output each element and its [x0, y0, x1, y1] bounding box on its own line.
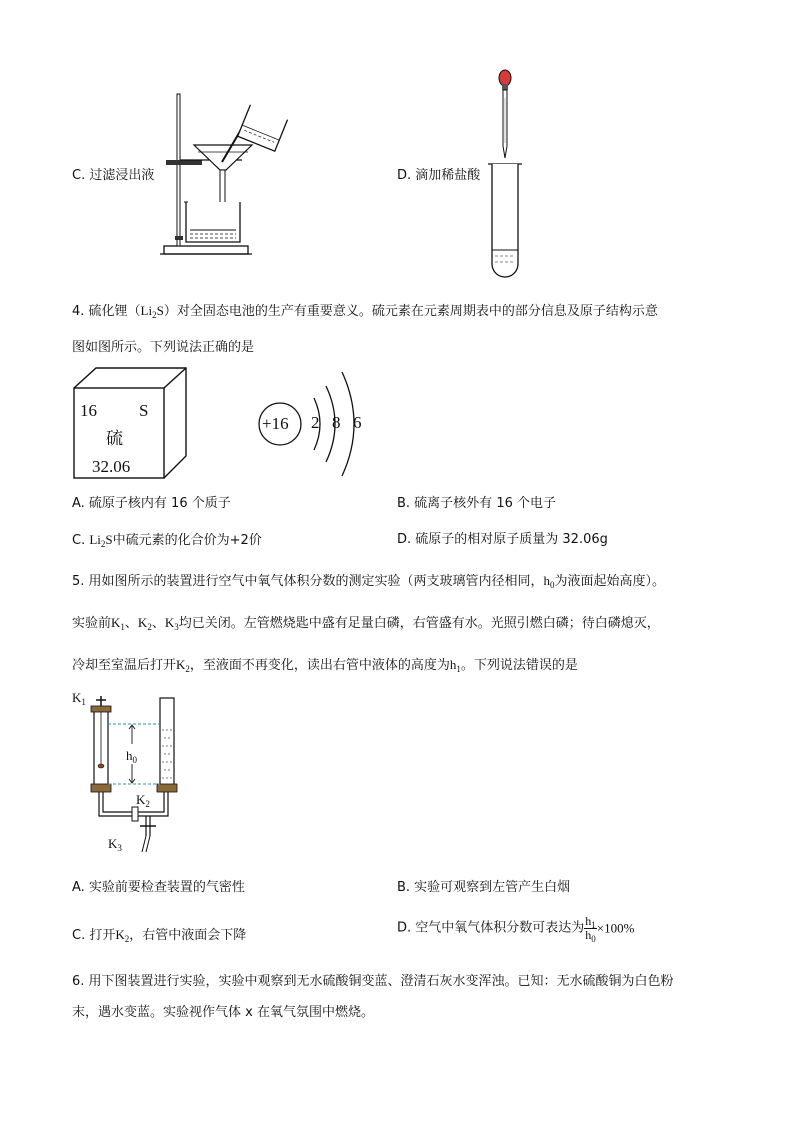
q3-option-d: D. 滴加稀盐酸	[397, 168, 481, 183]
q5-option-a: A. 实验前要检查装置的气密性	[72, 880, 245, 895]
q6-stem-line1: 6. 用下图装置进行实验，实验中观察到无水硫酸铜变蓝、澄清石灰水变浑浊。已知：无水硫酸铜为白色粉	[72, 974, 674, 989]
q5-stem-line1: 5. 用如图所示的装置进行空气中氧气体积分数的测定实验（两支玻璃管内径相同，$h_0$为液面起始高度）。	[72, 573, 666, 590]
q4-option-c: C. $Li_2S$中硫元素的化合价为+2价	[72, 532, 262, 549]
q4-option-b: B. 硫离子核外有 16 个电子	[397, 496, 556, 511]
atom-shell-3: 6	[353, 413, 362, 432]
element-symbol: S	[139, 401, 149, 420]
q5-stem-line2: 实验前$K_1$、$K_2$、$K_3$均已关闭。左管燃烧匙中盛有足量白磷，右管盛有水。光照引燃白磷；待白磷熄灭，	[72, 615, 660, 632]
q4-stem-line2: 图如图所示。下列说法正确的是	[72, 340, 255, 355]
q4-option-d: D. 硫原子的相对原子质量为 32.06g	[397, 532, 608, 547]
q5-option-c: C. 打开$K_2$，右管中液面会下降	[72, 927, 247, 944]
q5-option-d: D. 空气中氧气体积分数可表达为 $\frac{h_1}{h_0}$ ×100%	[397, 914, 635, 944]
element-atomic-number: 16	[80, 401, 97, 420]
fig-label-k2: $K_2$	[136, 792, 150, 809]
q4-option-a: A. 硫原子核内有 16 个质子	[72, 496, 231, 511]
fig-label-h0: $h_0$	[126, 748, 137, 765]
fig-label-k3: $K_3$	[108, 836, 122, 853]
q3-option-c: C. 过滤浸出液	[72, 168, 155, 183]
atom-shell-2: 8	[332, 413, 341, 432]
q6-stem-line2: 末，遇水变蓝。实验视作气体 x 在氧气氛围中燃烧。	[72, 1005, 374, 1020]
q5-stem-line3: 冷却至室温后打开$K_2$，至液面不再变化，读出右管中液体的高度为$h_1$。下列说法错误的是	[72, 657, 578, 674]
q5-option-b: B. 实验可观察到左管产生白烟	[397, 880, 571, 895]
dropper-test-tube-figure	[486, 68, 526, 280]
fig-label-k1: $K_1$	[72, 690, 86, 707]
q4-stem-line1: 4. 硫化锂$(Li_2S)$对全固态电池的生产有重要意义。硫元素在元素周期表中的部分信息及原子结构示意	[72, 303, 658, 320]
oxygen-measurement-apparatus-figure	[72, 692, 192, 862]
element-mass: 32.06	[92, 457, 131, 476]
atom-shell-1: 2	[311, 413, 320, 432]
oxygen-fraction: $\frac{h_1}{h_0}$	[585, 914, 596, 944]
atom-nucleus-charge: +16	[262, 414, 289, 433]
element-name: 硫	[106, 429, 123, 448]
filtration-apparatus-figure	[160, 90, 290, 260]
